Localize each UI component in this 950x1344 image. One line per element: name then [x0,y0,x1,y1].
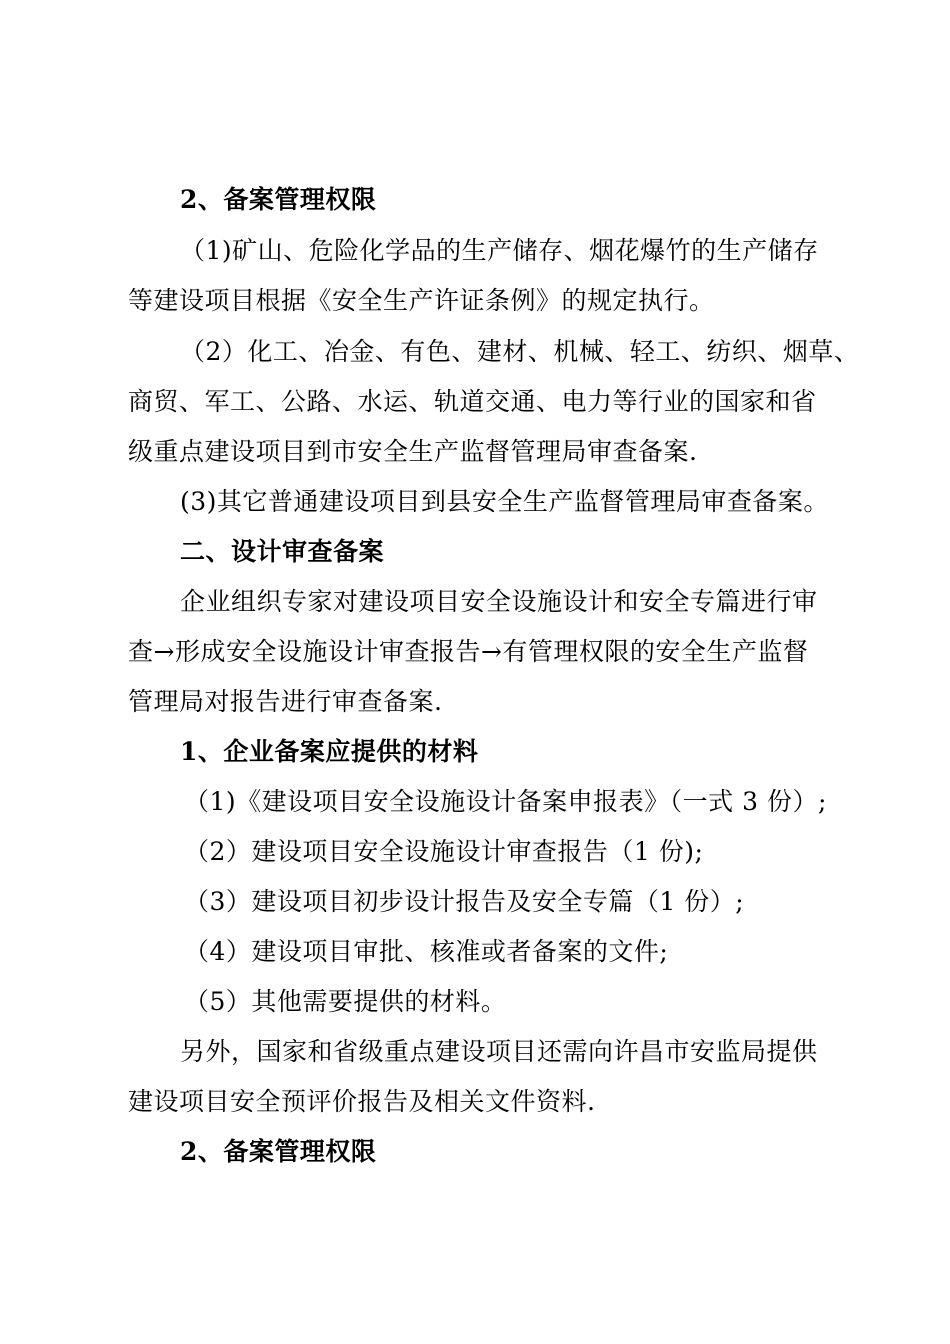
paragraph-line: 查→形成安全设施设计审查报告→有管理权限的安全生产监督 [128,637,809,666]
paragraph-line: 建设项目安全预评价报告及相关文件资料. [128,1087,596,1116]
paragraph-line: 等建设项目根据《安全生产许证条例》的规定执行。 [128,286,715,315]
paragraph-line: （1)矿山、危险化学品的生产储存、烟花爆竹的生产储存 [180,236,819,265]
paragraph-line: 另外，国家和省级重点建设项目还需向许昌市安监局提供 [180,1037,818,1066]
list-item: （1)《建设项目安全设施设计备案申报表》（一式 3 份）; [184,787,827,816]
section-heading-required-materials: 1、企业备案应提供的材料 [180,737,479,766]
paragraph-line: 企业组织专家对建设项目安全设施设计和安全专篇进行审 [180,587,818,616]
paragraph-line: 商贸、军工、公路、水运、轨道交通、电力等行业的国家和省 [128,387,817,416]
section-heading-design-review: 二、设计审查备案 [180,537,385,566]
list-item: （3）建设项目初步设计报告及安全专篇（1 份）; [184,887,745,916]
list-item: （4）建设项目审批、核准或者备案的文件; [184,937,669,966]
list-item: （2）建设项目安全设施设计审查报告（1 份); [184,837,704,866]
section-heading-filing-authority: 2、备案管理权限 [180,185,377,214]
section-heading-filing-authority-2: 2、备案管理权限 [180,1137,377,1166]
paragraph-line: 管理局对报告进行审查备案. [128,687,443,716]
list-item: （5）其他需要提供的材料。 [184,987,507,1016]
paragraph-line: 级重点建设项目到市安全生产监督管理局审查备案. [128,437,698,466]
paragraph-line: (3)其它普通建设项目到县安全生产监督管理局审查备案。 [180,487,829,516]
paragraph-line: （2）化工、冶金、有色、建材、机械、轻工、纺织、烟草、 [180,337,860,366]
